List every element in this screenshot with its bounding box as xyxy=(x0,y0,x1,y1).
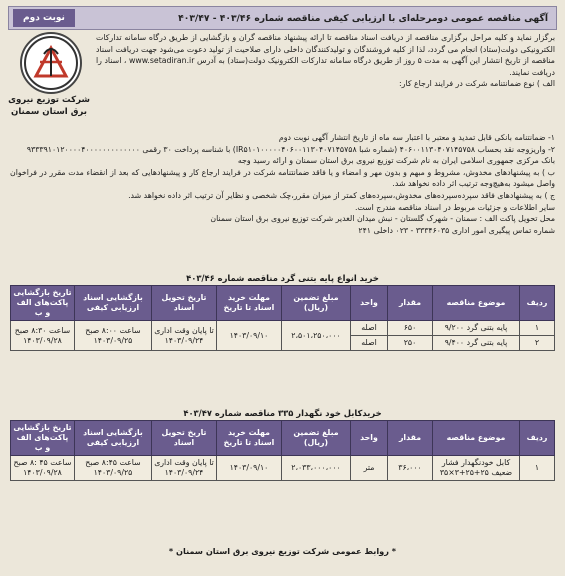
tender-table-cable xyxy=(10,420,555,481)
company-logo xyxy=(20,32,82,94)
table-row xyxy=(11,456,555,481)
table2-header-cell: بازگشایی اسناد ارزیابی کیفی xyxy=(75,421,152,456)
table1-header-cell: تاریخ تحویل اسناد xyxy=(152,286,217,321)
notice-intro-bottom xyxy=(10,132,555,236)
table-cell: پایه بتنی گرد ۹/۲۰۰ xyxy=(433,321,520,336)
table-cell: ۳۶،۰۰۰ xyxy=(388,456,433,481)
notice-header xyxy=(8,6,557,30)
table-cell: ساعت ۴۵ :۸ صبح ۱۴۰۳/۰۹/۲۸ xyxy=(11,456,75,481)
table-cell: کابل خودنگهدار فشار ضعیف ۲۵+۲۵+۳×۳۵ xyxy=(433,456,520,481)
table-cell: ۲۵۰ xyxy=(388,336,433,351)
intro-paragraph-6: ب ) به پیشنهادهای مخدوش، مشروط و مبهم و بدون مهر و امضاء و یا فاقد ضمانتنامه شرکت در فرایند ارجاع کار و پیشنهادهایی که بعد از انقضاء مدت مقرر در فراخوان واصل میشود به‌هیچ‌وجه ترتیب اثر داده نخواهد شد. xyxy=(10,167,555,189)
table-cell: پایه بتنی گرد ۹/۴۰۰ xyxy=(433,336,520,351)
table-cell: اصله xyxy=(351,321,388,336)
table-cell: ۱۴۰۳/۰۹/۱۰ xyxy=(217,321,282,351)
intro-paragraph-2: الف ) نوع ضمانتنامه شرکت در فرایند ارجاع کار: xyxy=(399,79,555,89)
table1-header-cell: مقدار xyxy=(388,286,433,321)
table-cell: ۱۴۰۳/۰۹/۱۰ xyxy=(217,456,282,481)
table-cell: ساعت ۸:۴۵ صبح ۱۴۰۳/۰۹/۲۵ xyxy=(75,456,152,481)
intro-paragraph-5: بانک مرکزی جمهوری اسلامی ایران به نام شرکت توزیع نیروی برق استان سمنان و ارائه رسید وجه xyxy=(237,156,555,166)
intro-paragraph-9: محل تحویل پاکت الف : سمنان - شهرک گلستان - نبش میدان الغدیر شرکت توزیع نیروی برق استان سمنان xyxy=(210,214,555,224)
public-relations-footer: * روابط عمومی شرکت توزیع نیروی برق استان سمنان * xyxy=(168,546,397,556)
intro-paragraph-10: شماره تماس پیگیری امور اداری ۳۳۳۴۶۰۳۵ - ۰۲۳ داخلی ۲۴۱ xyxy=(358,225,555,235)
table1-header-cell: ردیف xyxy=(520,286,555,321)
table-cell: ۱ xyxy=(520,456,555,481)
notice-intro-top xyxy=(96,32,555,90)
intro-paragraph-8: سایر اطلاعات و جزئیات مربوط در اسناد مناقصه مندرج است. xyxy=(354,202,555,212)
tender-table-poles xyxy=(10,285,555,351)
table2-header-cell: مهلت خرید اسناد تا تاریخ xyxy=(217,421,282,456)
intro-paragraph-3: ۱- ضمانتنامه بانکی قابل تمدید و معتبر با اعتبار سه ماه از تاریخ انتشار آگهی نوبت دوم xyxy=(278,133,555,142)
table-row xyxy=(11,321,555,336)
table-cell: ۲،۵۰۱،۲۵۰،۰۰۰ xyxy=(282,321,351,351)
intro-paragraph-4: ۲- واریزوجه نقد بحساب ۴۰۶۰۰۱۱۳۰۴۰۷۱۴۵۷۵۸ (شماره شبا IR۵۱۰۱۰۰۰۰۰۴۰۶۰۰۱۱۳۰۴۰۷۱۴۵۷۵۸) با شناسه پرداخت ۳۰ رقمی ۹۳۳۳۹۱۰۱۲۰۰۰۰۴۰۰۰۰۰۰۰۰۰۰۰۰۰ xyxy=(26,144,555,154)
table1-header-cell: تاریخ بازگشایی پاکت‌های الف و ب xyxy=(11,286,75,321)
table-cell: ساعت ۸:۰۰ صبح ۱۴۰۳/۰۹/۲۵ xyxy=(75,321,152,351)
table-cell: تا پایان وقت اداری ۱۴۰۳/۰۹/۲۴ xyxy=(152,321,217,351)
table2-header-cell: مبلغ تضمین (ریال) xyxy=(282,421,351,456)
table2-header-cell: تاریخ تحویل اسناد xyxy=(152,421,217,456)
table-cell: ساعت ۸:۳۰ صبح ۱۴۰۳/۰۹/۲۸ xyxy=(11,321,75,351)
notice-title: آگهی مناقصه عمومی دومرحله‌ای با ارزیابی کیفی مناقصه شماره ۴۰۳/۴۶ - ۴۰۳/۴۷ xyxy=(178,12,548,24)
round-badge: نوبت دوم xyxy=(13,9,75,27)
table-cell: تا پایان وقت اداری ۱۴۰۳/۰۹/۲۴ xyxy=(152,456,217,481)
table-cell: اصله xyxy=(351,336,388,351)
table-cell: متر xyxy=(351,456,388,481)
table1-header-cell: مهلت خرید اسناد تا تاریخ xyxy=(217,286,282,321)
table-cell: ۱ xyxy=(520,321,555,336)
table1-header-cell: بازگشایی اسناد ارزیابی کیفی xyxy=(75,286,152,321)
table-cell: ۲،۰۳۳،۰۰۰،۰۰۰ xyxy=(282,456,351,481)
table2-header-cell: موضوع مناقصه xyxy=(433,421,520,456)
table1-caption: خرید انواع پایه بتنی گرد مناقصه شماره ۴۰۳/۴۶ xyxy=(186,273,379,283)
table2-header-cell: واحد xyxy=(351,421,388,456)
company-name: شرکت توزیع نیروی برق استان سمنان xyxy=(8,95,90,117)
intro-paragraph-7: ج ) به پیشنهادهای فاقد سپرده‌سپرده‌های مخدوش،سپرده‌های کمتر از میزان مقرر،چک شخصی و نظایر آن ترتیب اثر داده نخواهد شد. xyxy=(128,190,555,200)
table2-caption: خریدکابل خود نگهدار ۳۳۵ مناقصه شماره ۴۰۳/۴۷ xyxy=(183,408,382,418)
table2-header-cell: مقدار xyxy=(388,421,433,456)
table-cell: ۶۵۰ xyxy=(388,321,433,336)
table1-header-cell: واحد xyxy=(351,286,388,321)
table1-header-cell: مبلغ تضمین (ریال) xyxy=(282,286,351,321)
company-logo-block xyxy=(8,32,90,124)
table2-header-cell: تاریخ بازگشایی پاکت‌های الف و ب xyxy=(11,421,75,456)
table1-header-cell: موضوع مناقصه xyxy=(433,286,520,321)
table-cell: ۲ xyxy=(520,336,555,351)
intro-paragraph-1: برگزار نماید و کلیه مراحل برگزاری مناقصه از دریافت اسناد مناقصه تا ارائه پیشنهاد مناقصه گران و بازگشایی از طریق درگاه سامانه تدارکات الکترونیکی دولت(ستاد) انجام می گردد، لذا از کلیه فروشندگان و تولیدکنندگان داخلی دارای صلاحیت از تولید دعوت می‌شود جهت دریافت اسناد مناقصه از تاریخ انتشار این آگهی به مدت ۵ روز از طریق درگاه سامانه تدارکات الکترونیک دولت(ستاد) به آدرس www.setadiran.ir ، اسناد را دریافت نمایند. xyxy=(96,33,555,77)
power-tower-icon xyxy=(22,34,80,92)
table2-header-cell: ردیف xyxy=(520,421,555,456)
